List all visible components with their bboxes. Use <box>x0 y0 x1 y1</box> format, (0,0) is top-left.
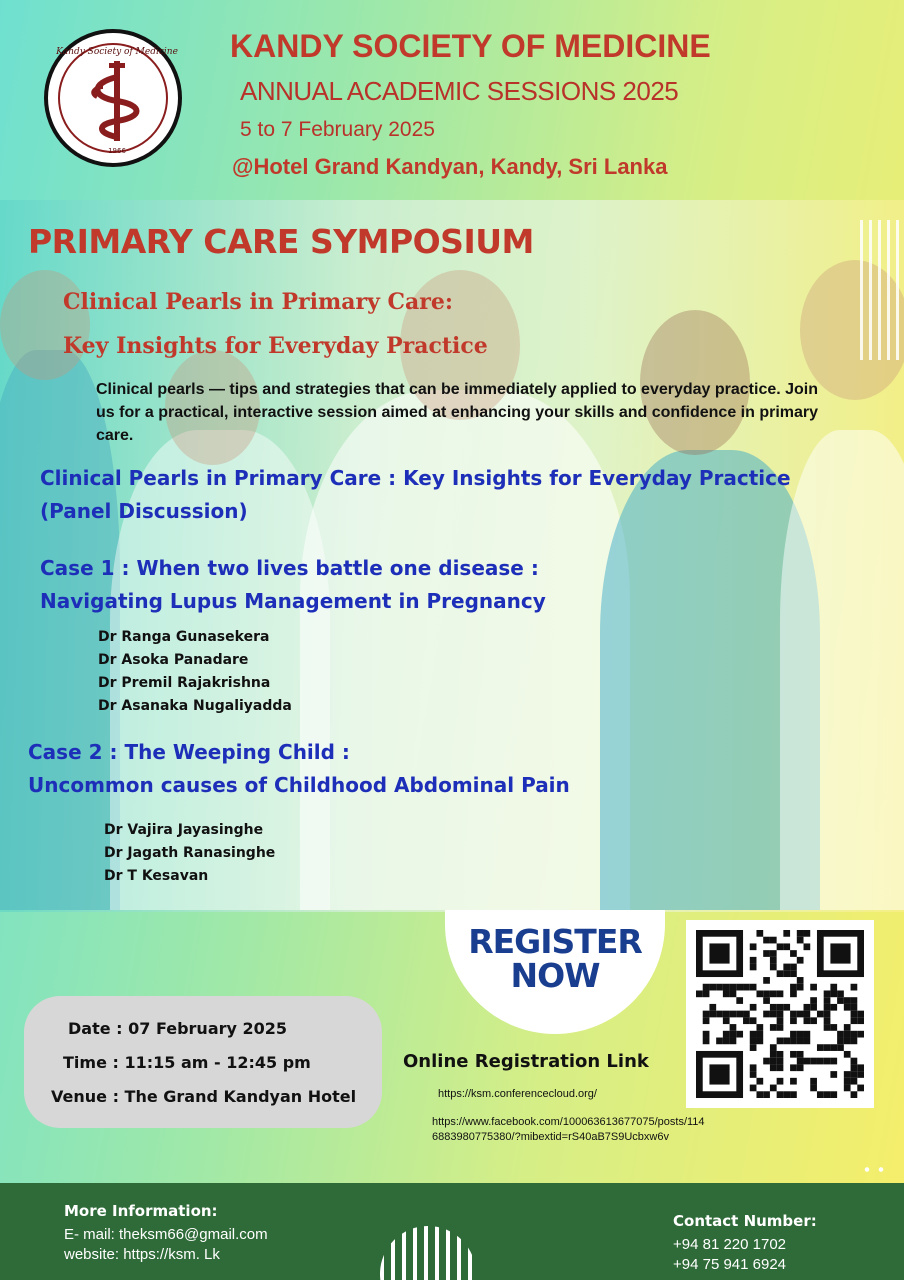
register-now-button[interactable] <box>445 910 665 1034</box>
speaker-name: Dr Premil Rajakrishna <box>98 675 271 691</box>
logo-year: 1966 <box>108 147 126 155</box>
qr-code-icon <box>696 930 864 1098</box>
decorative-stripes <box>860 220 904 360</box>
speaker-name: Dr T Kesavan <box>104 868 209 884</box>
register-label: REGISTER <box>468 922 642 961</box>
contact-phone-2[interactable]: +94 75 941 6924 <box>673 1256 787 1273</box>
panel-title-line-1: Clinical Pearls in Primary Care : Key Insights for Everyday Practice <box>40 466 791 490</box>
event-venue: Venue : The Grand Kandyan Hotel <box>51 1087 357 1106</box>
symposium-title: PRIMARY CARE SYMPOSIUM <box>28 222 534 261</box>
now-label: NOW <box>510 956 600 995</box>
session-venue: @Hotel Grand Kandyan, Kandy, Sri Lanka <box>232 154 668 179</box>
case2-speakers <box>104 819 275 888</box>
event-time: Time : 11:15 am - 12:45 pm <box>63 1053 311 1072</box>
symposium-intro: Clinical pearls — tips and strategies that can be immediately applied to everyday practice. Join us for a practical, interactive session aimed at enhancing your skills and confidence in primary care. <box>96 381 819 444</box>
online-registration-label: Online Registration Link <box>403 1051 649 1072</box>
registration-link[interactable]: https://ksm.conferencecloud.org/ <box>438 1088 597 1100</box>
facebook-link-line-1[interactable]: https://www.facebook.com/100063613677075/posts/114 <box>432 1116 705 1128</box>
speaker-name: Dr Asoka Panadare <box>98 652 249 668</box>
symposium-subtitle-1: Clinical Pearls in Primary Care: <box>63 289 453 315</box>
facebook-link-line-2[interactable]: 6883980775380/?mibextid=rS40aB7S9Ucbxw6v <box>432 1131 669 1143</box>
speaker-name: Dr Vajira Jayasinghe <box>104 822 264 838</box>
contact-phone-1[interactable]: +94 81 220 1702 <box>673 1236 787 1253</box>
case1-title-line-1: Case 1 : When two lives battle one disease : <box>40 556 539 580</box>
case1-speakers <box>98 626 292 718</box>
sessions-title: ANNUAL ACADEMIC SESSIONS 2025 <box>240 76 679 106</box>
logo-text: Kandy Society of Medicine <box>56 47 178 57</box>
case1-title-line-2: Navigating Lupus Management in Pregnancy <box>40 589 546 613</box>
symposium-subtitle-2: Key Insights for Everyday Practice <box>63 333 488 359</box>
society-title: KANDY SOCIETY OF MEDICINE <box>230 28 711 64</box>
session-dates: 5 to 7 February 2025 <box>240 118 435 141</box>
ksm-logo <box>44 29 182 167</box>
speaker-name: Dr Ranga Gunasekera <box>98 629 270 645</box>
doctor-figure-5 <box>780 430 904 910</box>
caduceus-icon <box>83 57 151 143</box>
doctor-head-1 <box>0 270 90 380</box>
case2-title-line-1: Case 2 : The Weeping Child : <box>28 740 350 764</box>
event-date: Date : 07 February 2025 <box>68 1019 288 1038</box>
more-info-label: More Information: <box>64 1202 218 1220</box>
speaker-name: Dr Jagath Ranasinghe <box>104 845 276 861</box>
contact-email[interactable]: E- mail: theksm66@gmail.com <box>64 1226 268 1243</box>
speaker-name: Dr Asanaka Nugaliyadda <box>98 698 292 714</box>
qr-code[interactable] <box>686 920 874 1108</box>
case2-title-line-2: Uncommon causes of Childhood Abdominal Pain <box>28 773 570 797</box>
contact-website[interactable]: website: https://ksm. Lk <box>64 1246 220 1263</box>
panel-title-line-2: (Panel Discussion) <box>40 499 248 523</box>
contact-number-label: Contact Number: <box>673 1212 817 1230</box>
